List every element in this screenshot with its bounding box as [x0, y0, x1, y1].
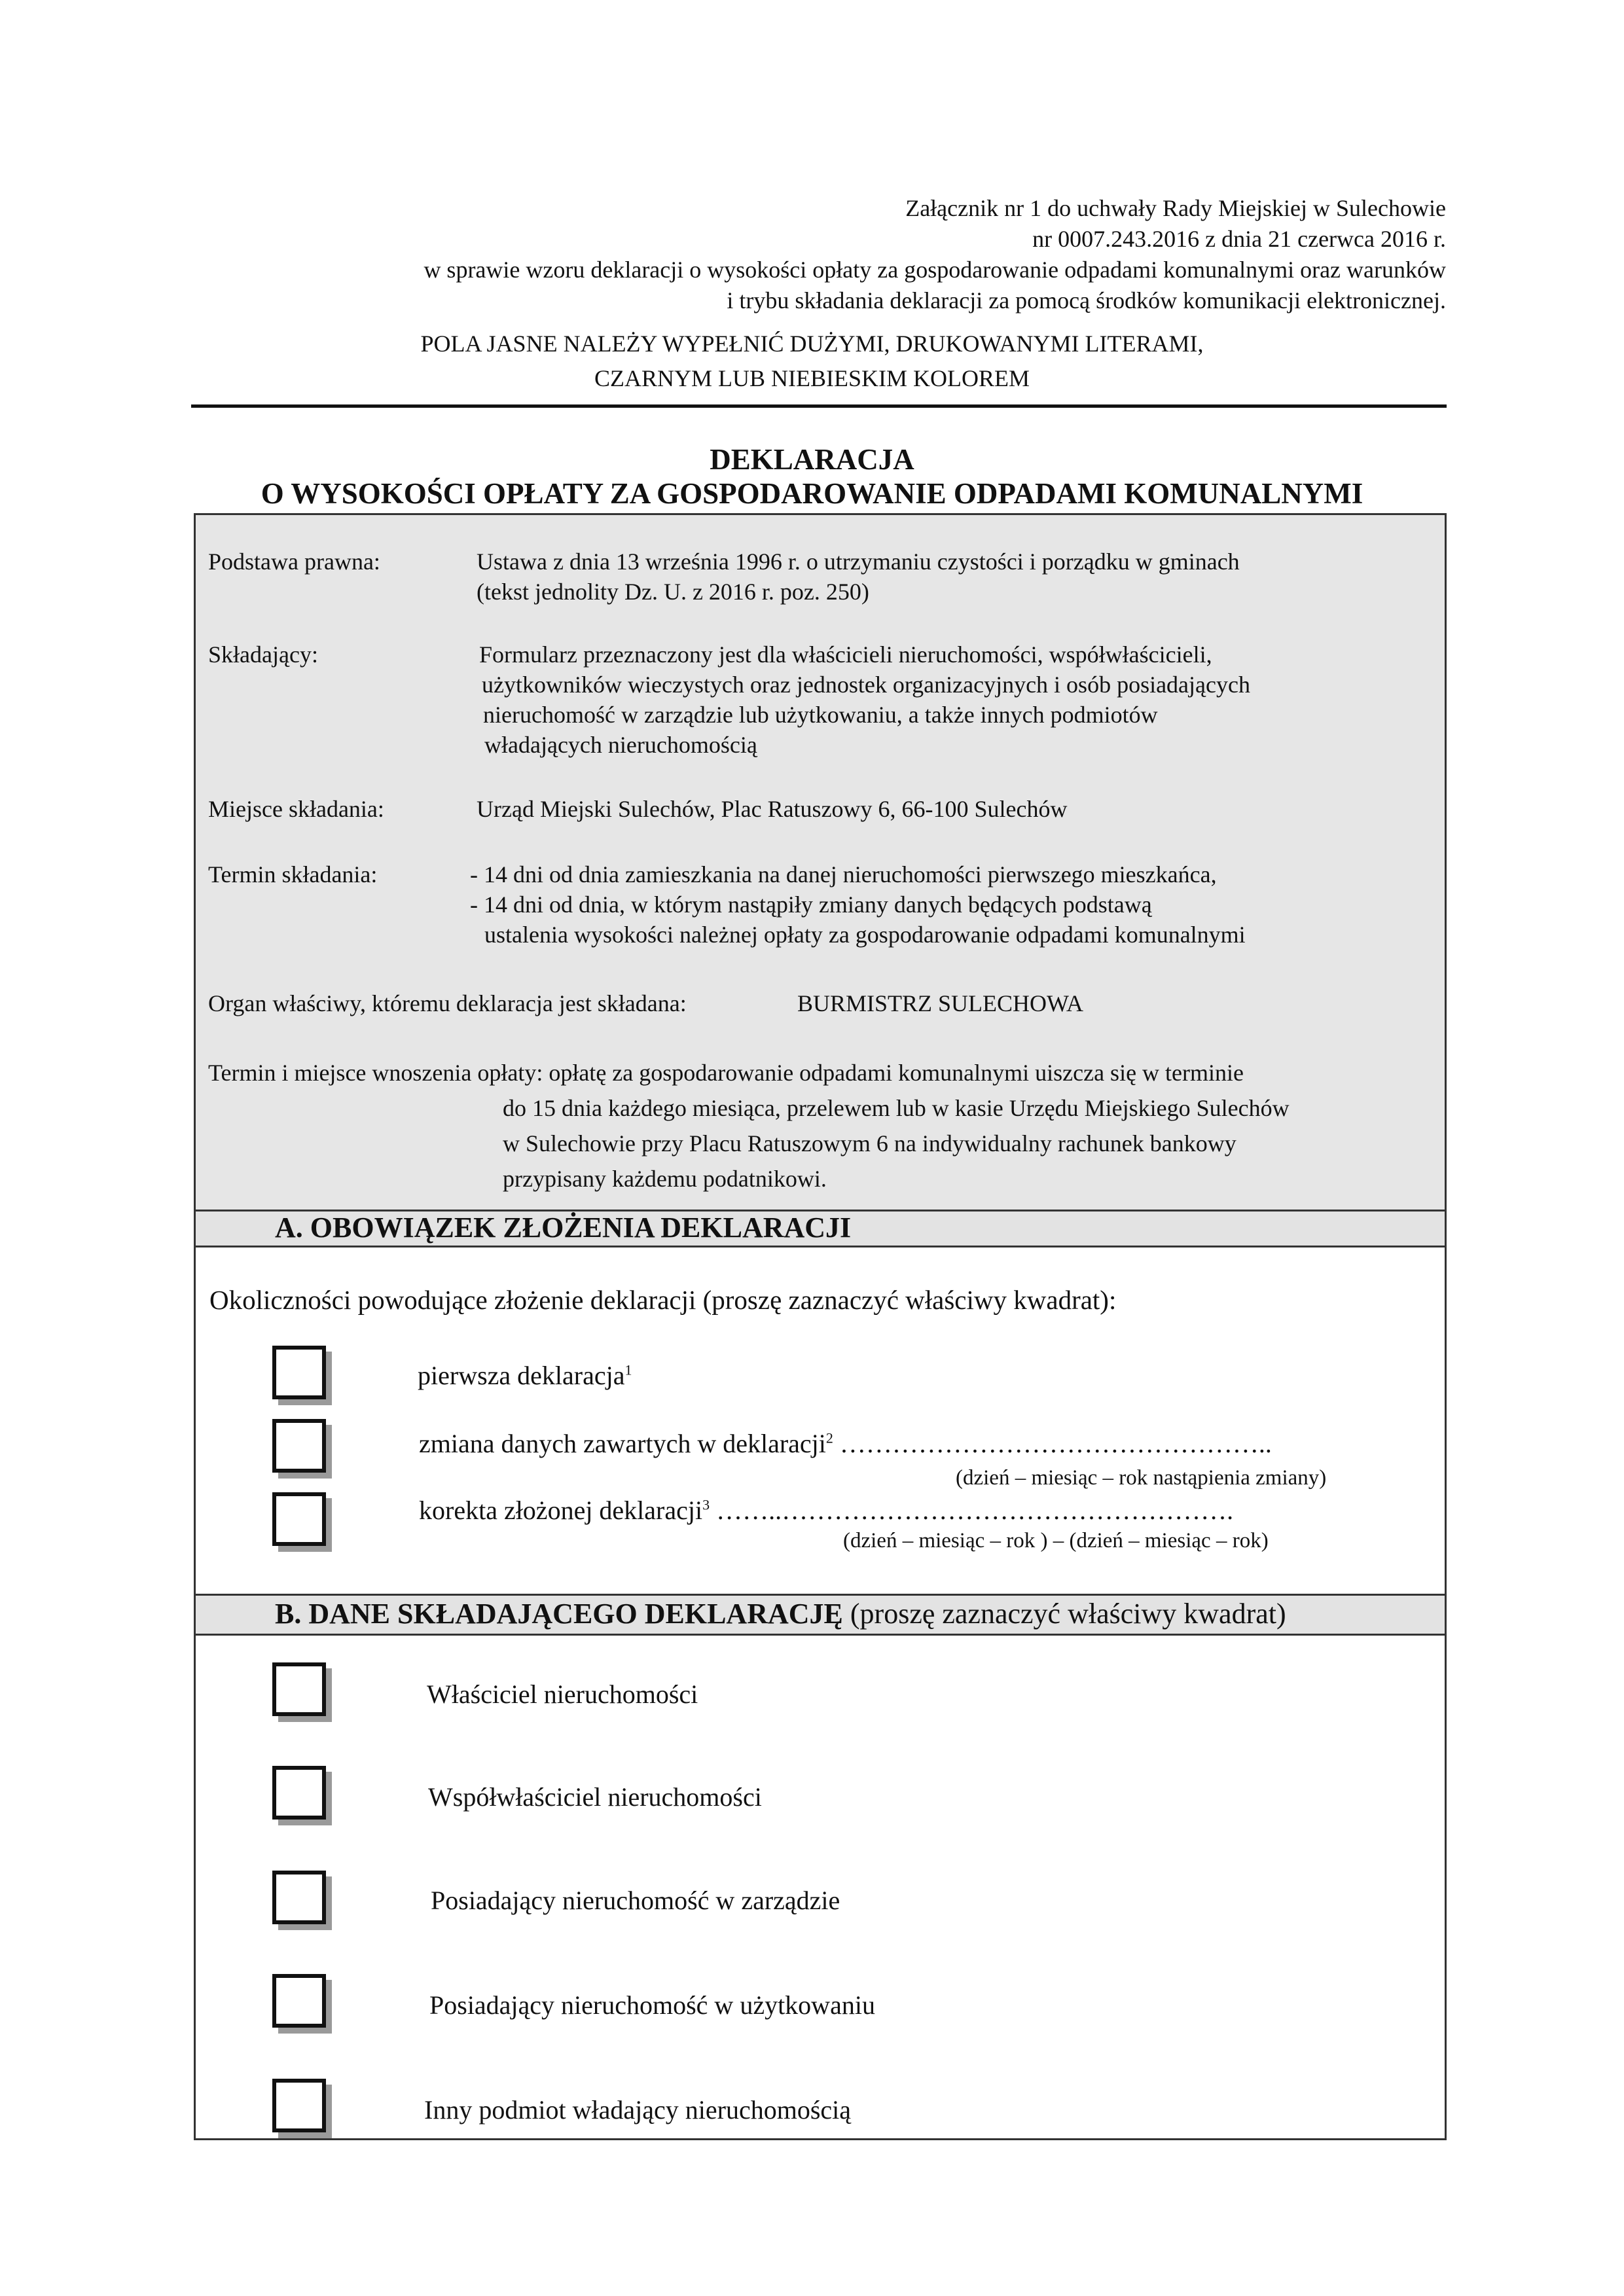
zmiana-date-hint: (dzień – miesiąc – rok nastąpienia zmiany): [956, 1466, 1327, 1490]
termin-line-3: ustalenia wysokości należnej opłaty za gospodarowanie odpadami komunalnymi: [484, 922, 1246, 948]
termin-line-2: - 14 dni od dnia, w którym nastąpiły zmiany danych będących podstawą: [470, 891, 1152, 918]
option-inny-podmiot: Inny podmiot władający nieruchomością: [424, 2095, 852, 2125]
checkbox-zmiana-danych[interactable]: [272, 1419, 326, 1473]
header-line-4: i trybu składania deklaracji za pomocą środków komunikacji elektronicznej.: [727, 287, 1446, 314]
instruction-line-1: POLA JASNE NALEŻY WYPEŁNIĆ DUŻYMI, DRUKOWANYMI LITERAMI,: [420, 331, 1204, 357]
header-line-1: Załącznik nr 1 do uchwały Rady Miejskiej w Sulechowie: [905, 195, 1446, 221]
option-korekta: [419, 1495, 1233, 1526]
option-zmiana-label: zmiana danych zawartych w deklaracji: [419, 1429, 826, 1458]
wnoszenie-line-2: do 15 dnia każdego miesiąca, przelewem lub w kasie Urzędu Miejskiego Sulechów: [503, 1095, 1290, 1121]
header-rule: [191, 404, 1447, 408]
korekta-date-hint: (dzień – miesiąc – rok ) – (dzień – miesiąc – rok): [843, 1529, 1269, 1552]
option-zarzad: Posiadający nieruchomość w zarządzie: [431, 1886, 840, 1915]
option-pierwsza-label: pierwsza deklaracja: [418, 1361, 625, 1390]
checkbox-inny-podmiot[interactable]: [272, 2079, 326, 2132]
option-zmiana-danych: [419, 1428, 1272, 1459]
option-uzytkowanie: Posiadający nieruchomość w użytkowaniu: [429, 1990, 875, 2020]
footnote-2: 2: [825, 1429, 833, 1446]
option-wspolwlasciciel: Współwłaściciel nieruchomości: [428, 1782, 762, 1812]
skladajacy-line-4: władających nieruchomością: [484, 732, 757, 758]
footnote-3: 3: [702, 1496, 710, 1513]
section-b-title: [275, 1597, 1286, 1630]
checkbox-wspolwlasciciel[interactable]: [272, 1766, 326, 1820]
footnote-1: 1: [624, 1361, 632, 1378]
skladajacy-label: Składający:: [208, 641, 318, 668]
organ-label: Organ właściwy, któremu deklaracja jest składana:: [208, 990, 687, 1016]
termin-line-1: - 14 dni od dnia zamieszkania na danej nieruchomości pierwszego mieszkańca,: [470, 861, 1217, 888]
option-pierwsza-deklaracja: [418, 1360, 632, 1391]
termin-label: Termin składania:: [208, 861, 378, 888]
checkbox-zarzad[interactable]: [272, 1871, 326, 1924]
korekta-date-field[interactable]: ……..…………………………………………….: [716, 1496, 1234, 1525]
skladajacy-line-1: Formularz przeznaczony jest dla właścicieli nieruchomości, współwłaścicieli,: [479, 641, 1212, 668]
skladajacy-line-3: nieruchomość w zarządzie lub użytkowaniu, a także innych podmiotów: [483, 702, 1158, 728]
wnoszenie-line-3: w Sulechowie przy Placu Ratuszowym 6 na indywidualny rachunek bankowy: [503, 1130, 1236, 1157]
instruction-line-2: CZARNYM LUB NIEBIESKIM KOLOREM: [594, 365, 1030, 391]
podstawa-label: Podstawa prawna:: [208, 548, 380, 575]
organ-value: BURMISTRZ SULECHOWA: [797, 990, 1084, 1016]
header-line-2: nr 0007.243.2016 z dnia 21 czerwca 2016 r.: [1032, 226, 1446, 252]
checkbox-pierwsza-deklaracja[interactable]: [272, 1346, 326, 1399]
header-line-3: w sprawie wzoru deklaracji o wysokości opłaty za gospodarowanie odpadami komunalnymi oraz warunków: [424, 257, 1446, 283]
checkbox-korekta[interactable]: [272, 1492, 326, 1546]
section-b-title-note: (proszę zaznaczyć właściwy kwadrat): [850, 1598, 1286, 1630]
wnoszenie-line-4: przypisany każdemu podatnikowi.: [503, 1166, 827, 1192]
wnoszenie-line-1: Termin i miejsce wnoszenia opłaty: opłatę za gospodarowanie odpadami komunalnymi uiszcza się w terminie: [208, 1060, 1244, 1086]
section-a-title: A. OBOWIĄZEK ZŁOŻENIA DEKLARACJI: [275, 1211, 852, 1244]
podstawa-line-1: Ustawa z dnia 13 września 1996 r. o utrzymaniu czystości i porządku w gminach: [477, 548, 1240, 575]
checkbox-wlasciciel[interactable]: [272, 1662, 326, 1716]
podstawa-line-2: (tekst jednolity Dz. U. z 2016 r. poz. 250): [477, 579, 869, 605]
skladajacy-line-2: użytkowników wieczystych oraz jednostek organizacyjnych i osób posiadających: [482, 672, 1250, 698]
miejsce-value: Urząd Miejski Sulechów, Plac Ratuszowy 6, 66-100 Sulechów: [477, 796, 1068, 822]
document-title: DEKLARACJA: [710, 443, 914, 476]
section-b-title-bold: B. DANE SKŁADAJĄCEGO DEKLARACJĘ: [275, 1598, 843, 1630]
option-korekta-label: korekta złożonej deklaracji: [419, 1496, 703, 1525]
miejsce-label: Miejsce składania:: [208, 796, 384, 822]
option-wlasciciel: Właściciel nieruchomości: [427, 1679, 698, 1709]
section-a-prompt: Okoliczności powodujące złożenie deklaracji (proszę zaznaczyć właściwy kwadrat):: [209, 1285, 1117, 1315]
zmiana-date-field[interactable]: …………………………………………..: [839, 1429, 1272, 1458]
document-subtitle: O WYSOKOŚCI OPŁATY ZA GOSPODAROWANIE ODPADAMI KOMUNALNYMI: [261, 477, 1363, 510]
checkbox-uzytkowanie[interactable]: [272, 1974, 326, 2028]
